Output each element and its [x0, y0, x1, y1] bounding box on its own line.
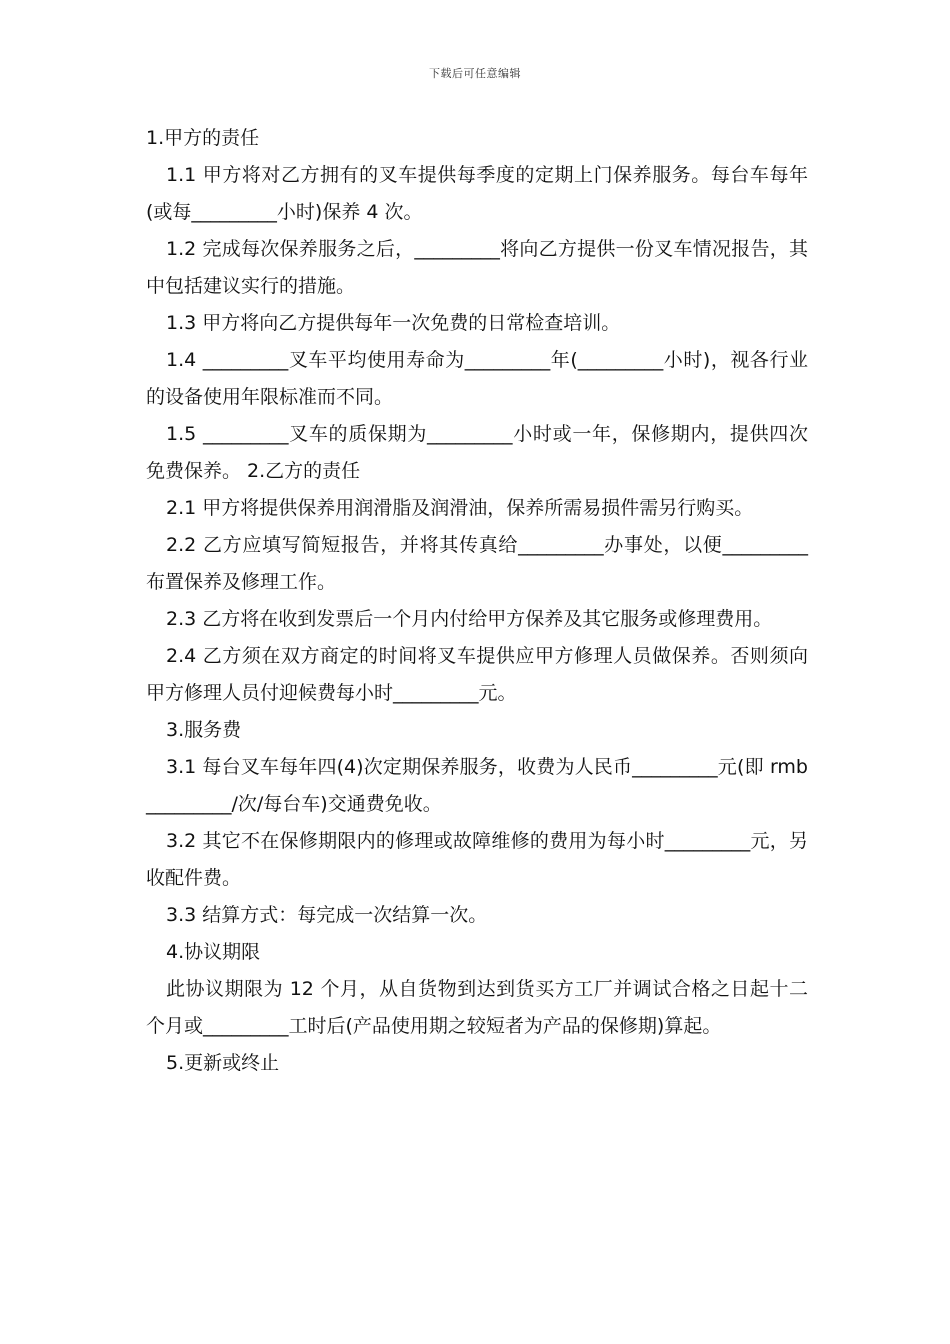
clause-2-1: 2.1 甲方将提供保养用润滑脂及润滑油，保养所需易损件需另行购买。	[166, 497, 754, 519]
clause-2-2: 2.2 乙方应填写简短报告，并将其传真给_________办事处，以便_________布置保养及修理工作。	[146, 534, 808, 593]
section-heading-3: 3.服务费	[166, 719, 242, 741]
clause-1-2: 1.2 完成每次保养服务之后，_________将向乙方提供一份叉车情况报告，其中包括建议实行的措施。	[146, 238, 808, 297]
page-header: 下载后可任意编辑	[429, 67, 521, 80]
clause-2-3: 2.3 乙方将在收到发票后一个月内付给甲方保养及其它服务或修理费用。	[166, 608, 773, 630]
document-body	[146, 120, 808, 1082]
clause-3-2: 3.2 其它不在保修期限内的修理或故障维修的费用为每小时_________元，另收配件费。	[146, 830, 808, 889]
clause-1-3: 1.3 甲方将向乙方提供每年一次免费的日常检查培训。	[166, 312, 621, 334]
clause-1-1: 1.1 甲方将对乙方拥有的叉车提供每季度的定期上门保养服务。每台车每年(或每_________小时)保养 4 次。	[146, 164, 808, 223]
agreement-term-paragraph: 此协议期限为 12 个月，从自货物到达到货买方工厂并调试合格之日起十二个月或_________工时后(产品使用期之较短者为产品的保修期)算起。	[146, 978, 808, 1037]
section-heading-1: 1.甲方的责任	[146, 127, 260, 149]
clause-1-4: 1.4 _________叉车平均使用寿命为_________年(_________小时)，视各行业的设备使用年限标准而不同。	[146, 349, 808, 408]
section-heading-4: 4.协议期限	[166, 941, 261, 963]
clause-3-1: 3.1 每台叉车每年四(4)次定期保养服务，收费为人民币_________元(即 rmb_________/次/每台车)交通费免收。	[146, 756, 808, 815]
clause-3-3: 3.3 结算方式：每完成一次结算一次。	[166, 904, 488, 926]
section-heading-5: 5.更新或终止	[166, 1052, 280, 1074]
clause-2-4: 2.4 乙方须在双方商定的时间将叉车提供应甲方修理人员做保养。否则须向甲方修理人员付迎候费每小时_________元。	[146, 645, 808, 704]
clause-1-5: 1.5 _________叉车的质保期为_________小时或一年，保修期内，提供四次免费保养。 2.乙方的责任	[146, 423, 808, 482]
